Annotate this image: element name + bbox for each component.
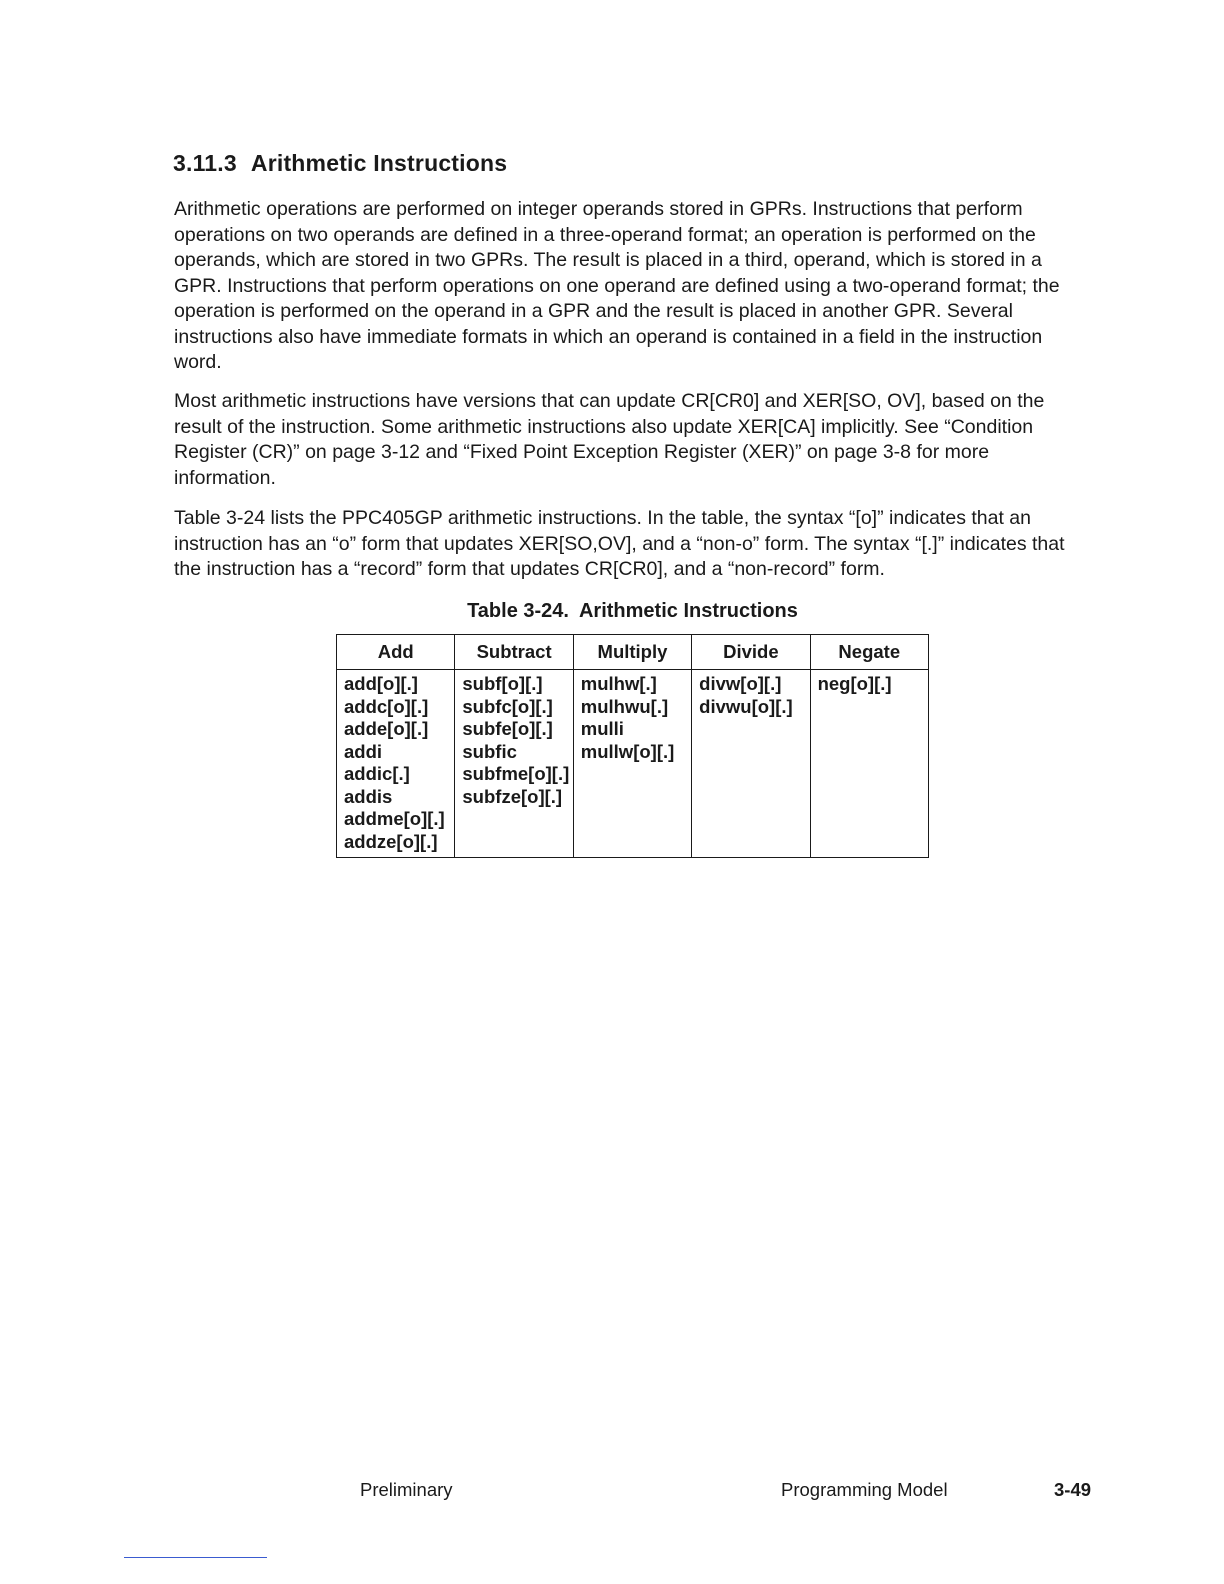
mnemonic-mulhw: mulhw[.] [580,673,657,694]
mnemonic-subfme: subfme[o][.] [462,763,570,784]
mnemonic-add: add[o][.] [344,673,418,694]
table-caption-label: Table 3-24. [467,600,569,622]
mnemonic-addi: addi [344,740,383,762]
multiply-column-cell [573,670,691,858]
footer-status: Preliminary [360,1479,453,1500]
subtract-column-cell [455,670,573,858]
footer-chapter: Programming Model [781,1479,948,1500]
paragraph-update-cr-xer: Most arithmetic instructions have versions that can update CR[CR0] and XER[SO, OV], based on the result of the instruction. Some arithmetic instructions also update XER[CA] implicitly. See “Condition Register (CR)” on page 3-12 and “Fixed Point Exception Register (XER)” on page 3-8 for more information. [174,390,1045,489]
corner-divider [124,1557,267,1558]
table-row [337,670,929,858]
mnemonic-mullw: mullw[o][.] [580,740,675,762]
mnemonic-subfic: subfic [462,740,517,762]
mnemonic-adde: adde[o][.] [344,718,429,739]
paragraph-intro: Arithmetic operations are performed on integer operands stored in GPRs. Instructions that perform operations on two operands are defined in a three-operand format; an operation is performed on the operands, which are stored in two GPRs. The result is placed in a third, operand, which is stored in a GPR. Instructions that perform operations on one operand are defined using a two-operand format; the operation is performed on the operand in a GPR and the result is placed in another GPR. Several instructions also have immediate formats in which an operand is contained in a field in the instruction word. [174,198,1060,373]
section-heading [173,150,507,177]
mnemonic-divw: divw[o][.] [699,673,782,694]
mnemonic-divwu: divwu[o][.] [699,695,793,717]
mnemonic-subfe: subfe[o][.] [462,718,553,739]
paragraph-table-syntax: Table 3-24 lists the PPC405GP arithmetic instructions. In the table, the syntax “[o]” indicates that an instruction has an “o” form that updates XER[SO,OV], and a “non-o” form. The syntax “[.]” indicates that the instruction has a “record” form that updates CR[CR0], and a “non-record” form. [174,507,1065,580]
table-caption-title: Arithmetic Instructions [578,600,798,622]
divide-column-cell [692,670,810,858]
header-multiply: Multiply [573,635,691,670]
header-subtract: Subtract [455,635,573,670]
mnemonic-mulhwu: mulhwu[.] [580,695,669,717]
mnemonic-addze: addze[o][.] [344,830,438,852]
mnemonic-subf: subf[o][.] [462,673,543,694]
mnemonic-mulli: mulli [580,718,624,739]
mnemonic-subfc: subfc[o][.] [462,695,553,717]
table-header-row [337,635,929,670]
mnemonic-addc: addc[o][.] [344,695,429,717]
negate-column-cell [810,670,928,858]
add-column-cell [337,670,455,858]
page-number: 3-49 [1054,1479,1092,1500]
table-caption [336,600,929,623]
header-add: Add [337,635,455,670]
mnemonic-addis: addis [344,785,393,807]
header-divide: Divide [692,635,810,670]
mnemonic-subfze: subfze[o][.] [462,785,563,807]
section-title: Arithmetic Instructions [250,150,508,176]
arithmetic-instructions-table [336,634,929,858]
mnemonic-addme: addme[o][.] [344,808,445,829]
mnemonic-neg: neg[o][.] [817,673,892,694]
header-negate: Negate [810,635,928,670]
mnemonic-addic: addic[.] [344,763,410,784]
section-number: 3.11.3 [173,150,237,176]
